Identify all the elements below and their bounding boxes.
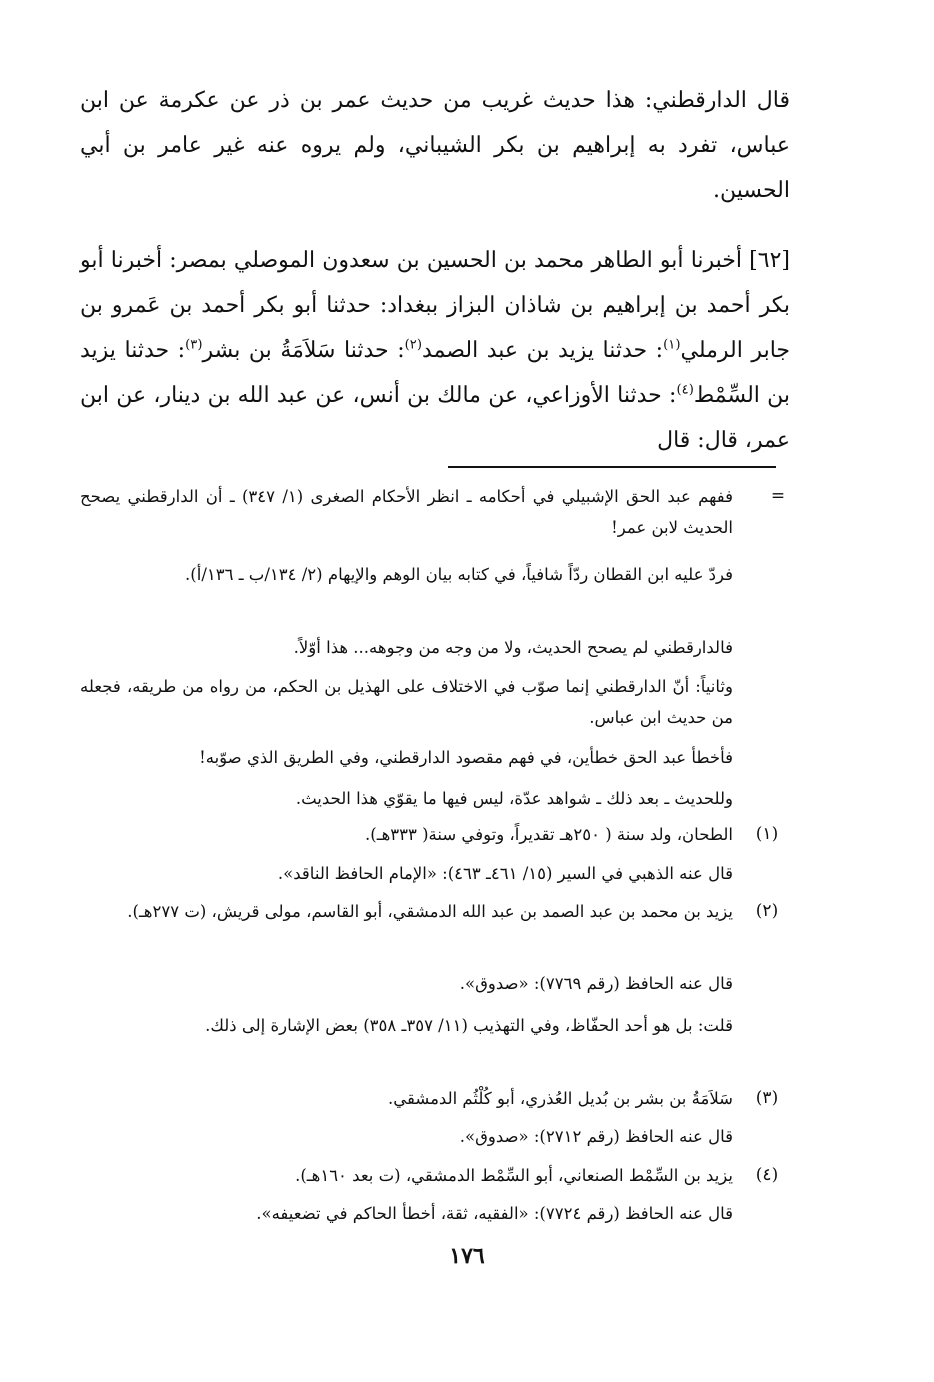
footnote-separator	[448, 466, 776, 468]
isnad-part: [٦٢] أخبرنا أبو الطاهر محمد بن الحسين بن سعدون الموصلي بمصر: أخبرنا أبو بكر أحمد بن إبراهيم بن شاذان البزاز ببغداد: حدثنا أبو بكر أحمد بن عَمرو بن جابر الرملي	[80, 248, 790, 363]
paragraph-text: قال الدارقطني: هذا حديث غريب من حديث عمر بن ذر عن عكرمة عن ابن عباس، تفرد به إبراهيم بن بكر الشيباني، ولم يروه عنه غير عامر بن أبي الحسين.	[80, 88, 790, 203]
footnote-number: (٤)	[755, 1165, 779, 1185]
isnad-part: : حدثنا يزيد بن السِّمْط	[80, 338, 790, 408]
footnote-4-line: قال عنه الحافظ (رقم ٧٧٢٤): «الفقيه، ثقة، أخطأ الحاكم في تضعيفه».	[256, 1204, 733, 1223]
footnote-1-line: الطحان، ولد سنة ( ٢٥٠هـ تقديراً، وتوفي سنة( ٣٣٣هـ).	[365, 825, 733, 844]
footnote-number: (١)	[755, 824, 779, 844]
footnote-continuation-line: وثانياً: أنّ الدارقطني إنما صوّب في الاختلاف على الهذيل بن الحكم، من رواه من طريقه، فجعله من حديث ابن عباس.	[80, 677, 733, 727]
footnote-continuation-line: فالدارقطني لم يصحح الحديث، ولا من وجه من وجوهه... هذا أوّلاً.	[293, 638, 733, 657]
footnote-ref-1[interactable]: (١)	[663, 337, 681, 353]
footnote-2-line: يزيد بن محمد بن عبد الصمد بن عبد الله الدمشقي، أبو القاسم، مولى قريش، (ت ٢٧٧هـ).	[127, 902, 733, 921]
paragraph-daraqutni-comment	[80, 78, 790, 213]
footnote-continuation-line: ففهم عبد الحق الإشبيلي في أحكامه ـ انظر الأحكام الصغرى (١/ ٣٤٧) ـ أن الدارقطني يصحح الحديث لابن عمر!	[80, 487, 733, 537]
isnad-part: : حدثنا يزيد بن عبد الصمد	[422, 338, 664, 363]
isnad-part: : حدثنا الأوزاعي، عن مالك بن أنس، عن عبد الله بن دينار، عن ابن عمر، قال: قال	[80, 383, 790, 453]
footnote-ref-4[interactable]: (٤)	[676, 382, 694, 398]
footnote-2-line: قلت: بل هو أحد الحفّاظ، وفي التهذيب (١١/ ٣٥٧ـ ٣٥٨) بعض الإشارة إلى ذلك.	[205, 1016, 733, 1035]
footnote-number: (٢)	[755, 901, 779, 921]
footnote-number: (٣)	[755, 1088, 779, 1108]
page-number: ١٧٦	[449, 1243, 485, 1269]
footnote-3-line: سَلاَمَةُ بن بشر بن بُديل العُذري، أبو كُلْثُم الدمشقي.	[388, 1089, 733, 1108]
footnote-3-line: قال عنه الحافظ (رقم ٢٧١٢): «صدوق».	[459, 1127, 733, 1146]
footnote-continuation-line: فردّ عليه ابن القطان ردّاً شافياً، في كتابه بيان الوهم والإيهام (٢/ ١٣٤/ب ـ ١٣٦/أ).	[185, 565, 733, 584]
footnote-2-line: قال عنه الحافظ (رقم ٧٧٦٩): «صدوق».	[459, 974, 733, 993]
footnote-continuation-line: فأخطأ عبد الحق خطأين، في فهم مقصود الدارقطني، وفي الطريق الذي صوّبه!	[199, 748, 733, 767]
paragraph-hadith-62	[80, 238, 790, 463]
footnote-ref-3[interactable]: (٣)	[185, 337, 203, 353]
footnote-ref-2[interactable]: (٢)	[404, 337, 423, 353]
footnote-1-line: قال عنه الذهبي في السير (١٥/ ٤٦١ـ ٤٦٣): «الإمام الحافظ الناقد».	[277, 864, 733, 883]
continuation-mark: =	[770, 486, 786, 506]
footnote-4-line: يزيد بن السِّمْط الصنعاني، أبو السِّمْط الدمشقي، (ت بعد ١٦٠هـ).	[295, 1166, 733, 1185]
footnote-continuation-line: وللحديث ـ بعد ذلك ـ شواهد عدّة، ليس فيها ما يقوّي هذا الحديث.	[295, 789, 733, 808]
isnad-part: : حدثنا سَلاَمَةُ بن بشر	[202, 338, 405, 363]
